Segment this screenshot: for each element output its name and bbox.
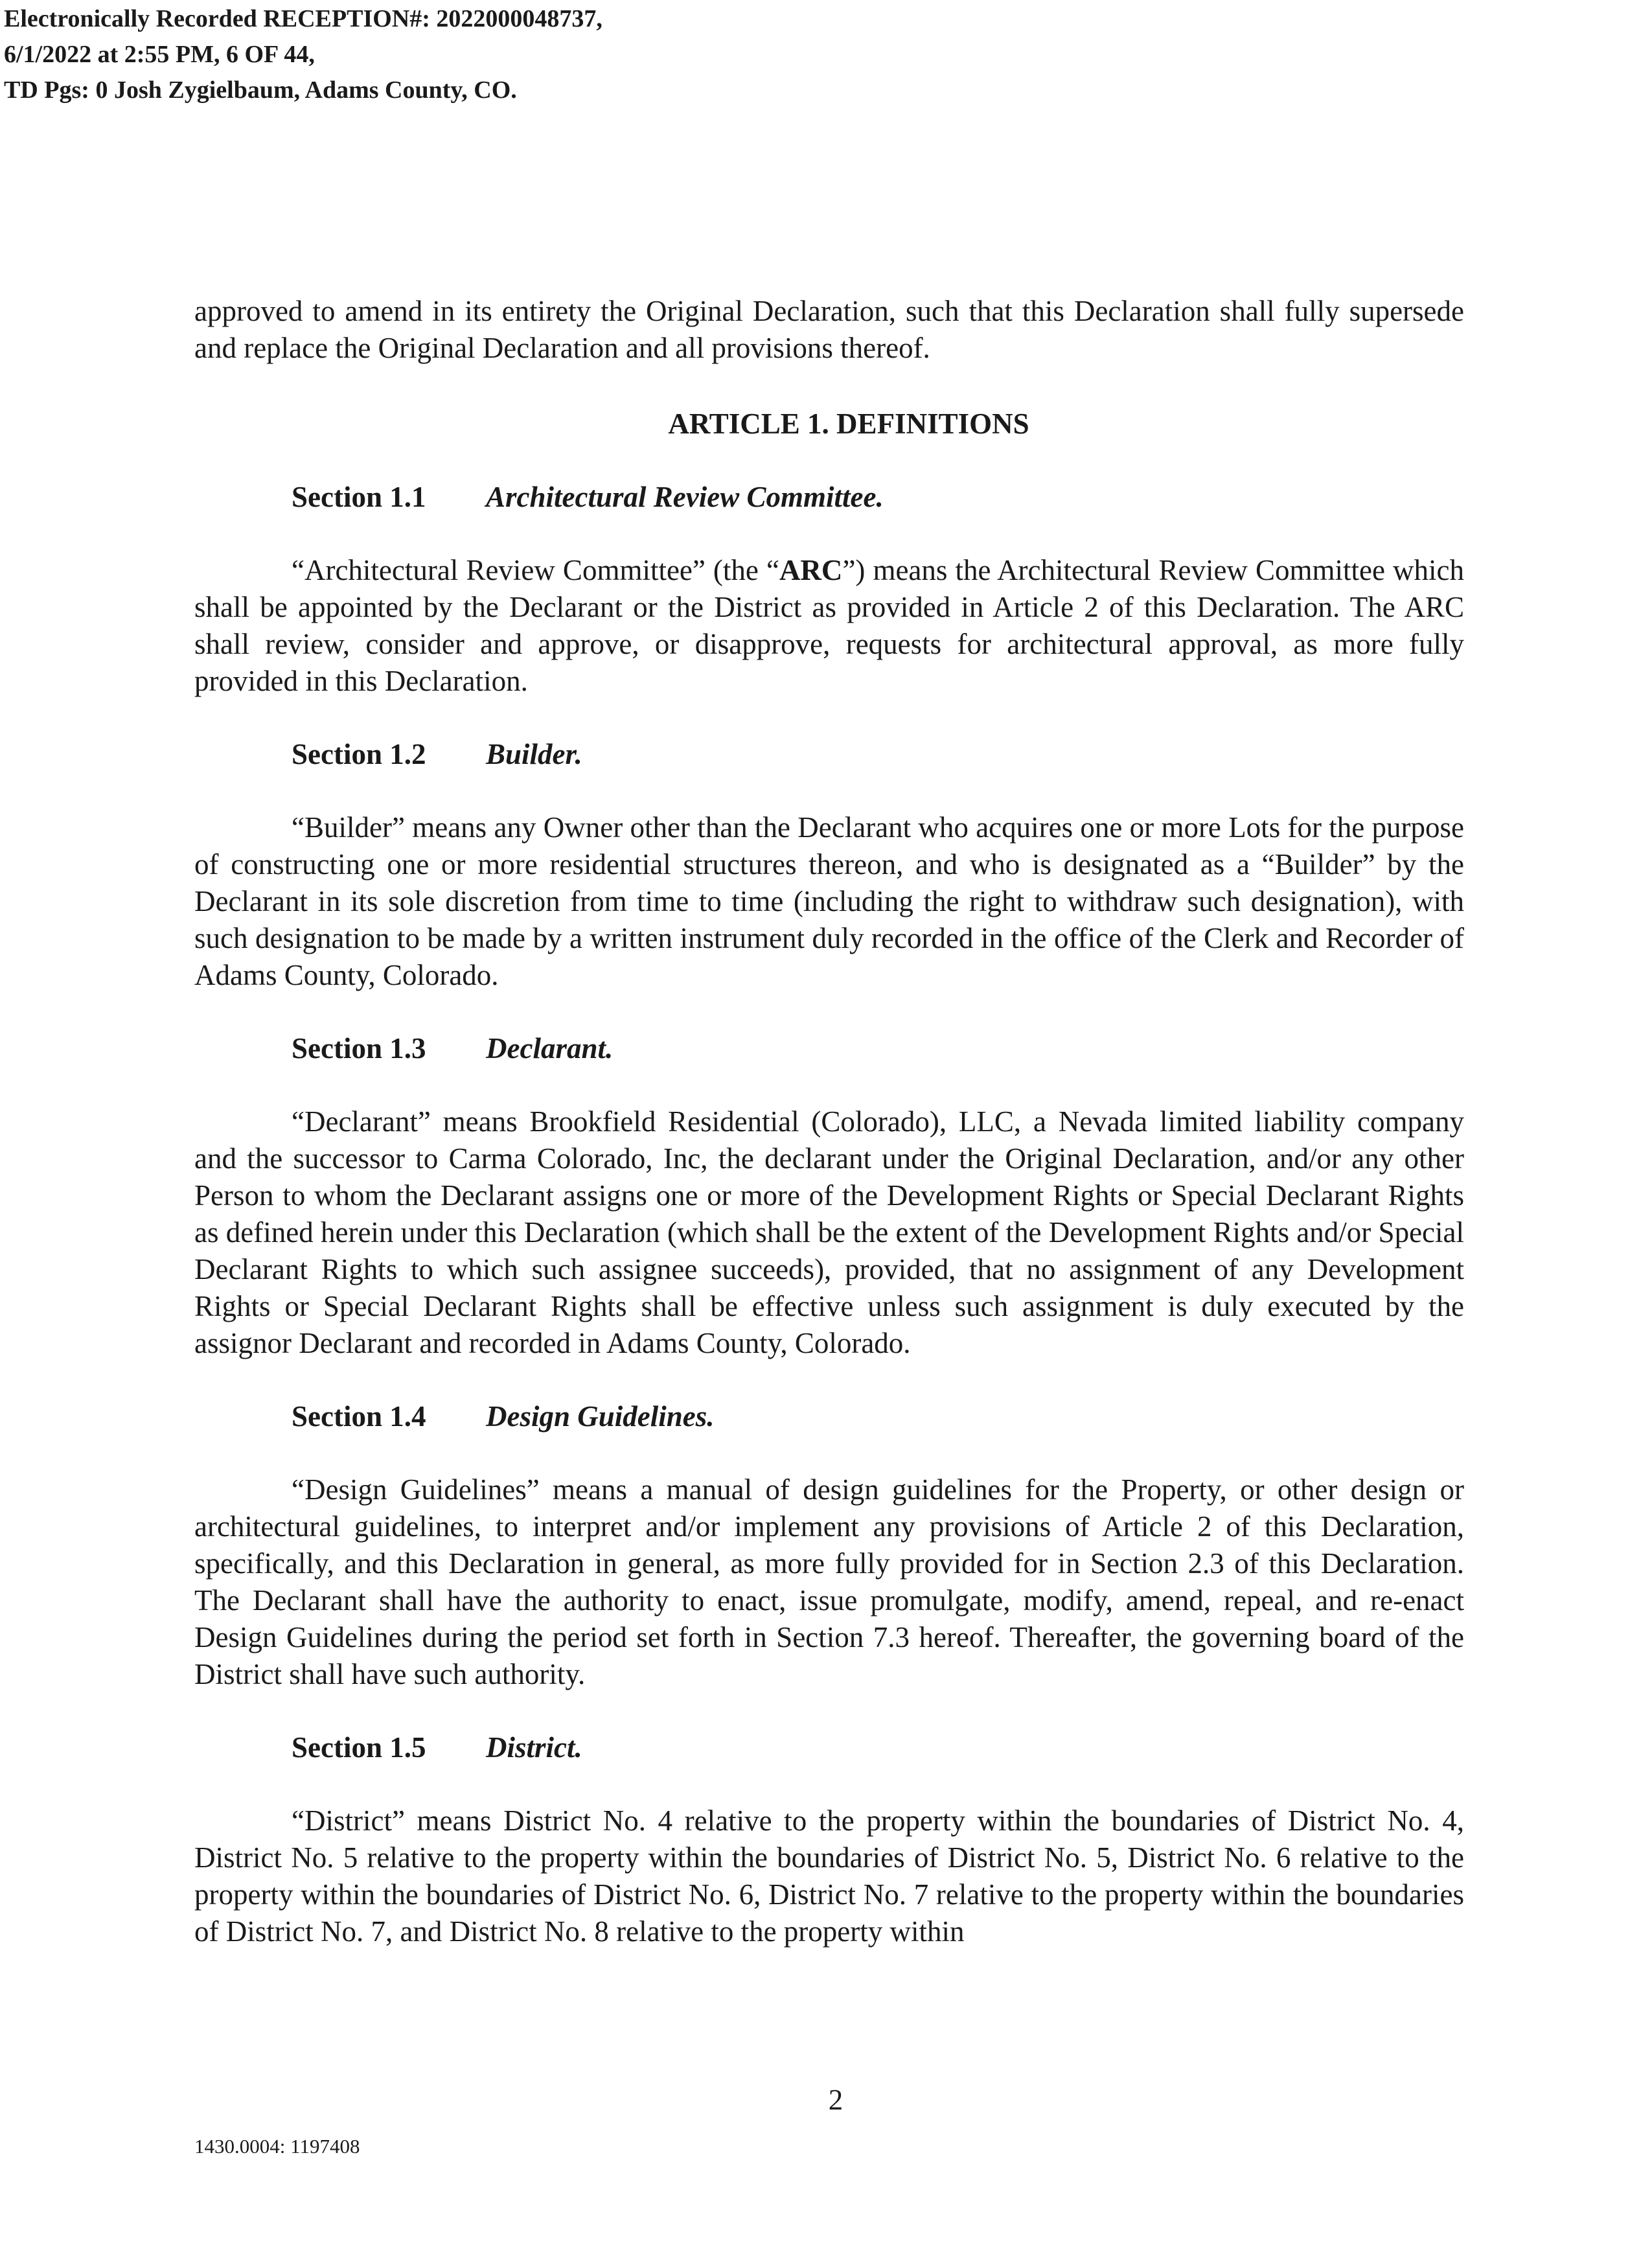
section-paragraph-1-3: “Declarant” means Brookfield Residential (Colorado), LLC, a Nevada limited liability company and the successor to Carma Colorado, Inc, the declarant under the Original Declaration, and/or any other Person to whom the Declarant assigns one or more of the Development Rights or Special Declarant Rights as defined herein under this Declaration (which shall be the extent of the Development Rights and/or Special Declarant Rights to which such assignee succeeds), provided, that no assignment of any Development Rights or Special Declarant Rights shall be effective unless such assignment is duly executed by the assignor Declarant and recorded in Adams County, Colorado. — [194, 1105, 1464, 1359]
section-number: Section 1.2 — [292, 738, 426, 770]
section-paragraph-1-5: “District” means District No. 4 relative to the property within the boundaries of District No. 4, District No. 5 relative to the property within the boundaries of District No. 5, District No. 6 relative to the property within the boundaries of District No. 6, District No. 7 relative to the property within the boundaries of District No. 7, and District No. 8 relative to the property within — [194, 1804, 1464, 1948]
section-title: Architectural Review Committee. — [486, 481, 884, 513]
section-title: Design Guidelines. — [486, 1400, 715, 1433]
document-body — [194, 293, 1464, 1950]
defined-term-arc: ARC — [779, 554, 843, 586]
section-title: Declarant. — [486, 1032, 614, 1065]
section-number: Section 1.4 — [292, 1400, 426, 1433]
section-heading-1-1 — [292, 479, 1464, 516]
recording-stamp-line-3: TD Pgs: 0 Josh Zygielbaum, Adams County, CO. — [4, 76, 517, 104]
recording-stamp-line-2: 6/1/2022 at 2:55 PM, 6 OF 44, — [4, 41, 315, 68]
section-heading-1-2 — [292, 736, 1464, 773]
intro-paragraph: approved to amend in its entirety the Original Declaration, such that this Declaration shall fully supersede and replace the Original Declaration and all provisions thereof. — [194, 295, 1464, 364]
section-heading-1-4 — [292, 1398, 1464, 1435]
section-paragraph-1-1 — [194, 552, 1464, 700]
section-paragraph-1-4: “Design Guidelines” means a manual of design guidelines for the Property, or other design or architectural guidelines, to interpret and/or implement any provisions of Article 2 of this Declaration, specifically, and this Declaration in general, as more fully provided for in Section 2.3 of this Declaration. The Declarant shall have the authority to enact, issue promulgate, modify, amend, repeal, and re-enact Design Guidelines during the period set forth in Section 7.3 hereof. Thereafter, the governing board of the District shall have such authority. — [194, 1473, 1464, 1690]
section-text-before-term: “Architectural Review Committee” (the “ — [292, 554, 779, 586]
section-title: Builder. — [486, 738, 582, 770]
section-heading-1-5 — [292, 1729, 1464, 1766]
recording-stamp-line-1: Electronically Recorded RECEPTION#: 2022000048737, — [4, 5, 602, 32]
recording-stamp — [4, 1, 602, 108]
section-number: Section 1.1 — [292, 481, 426, 513]
section-text-after-term: ”) means the Architectural Review Committee which shall be appointed by the Declarant or the District as provided in Article 2 of this Declaration. The ARC shall review, consider and approve, or disapprove, requests for architectural approval, as more fully provided in this Declaration. — [194, 554, 1464, 697]
section-title: District. — [486, 1731, 582, 1764]
section-paragraph-1-2: “Builder” means any Owner other than the Declarant who acquires one or more Lots for the purpose of constructing one or more residential structures thereon, and who is designated as a “Builder” by the Declarant in its sole discretion from time to time (including the right to withdraw such designation), with such designation to be made by a written instrument duly recorded in the office of the Clerk and Recorder of Adams County, Colorado. — [194, 811, 1464, 991]
section-heading-1-3 — [292, 1030, 1464, 1067]
section-number: Section 1.5 — [292, 1731, 426, 1764]
section-number: Section 1.3 — [292, 1032, 426, 1065]
article-heading: ARTICLE 1. DEFINITIONS — [668, 408, 1029, 440]
document-id: 1430.0004: 1197408 — [194, 2135, 360, 2158]
page-number: 2 — [828, 2084, 843, 2116]
